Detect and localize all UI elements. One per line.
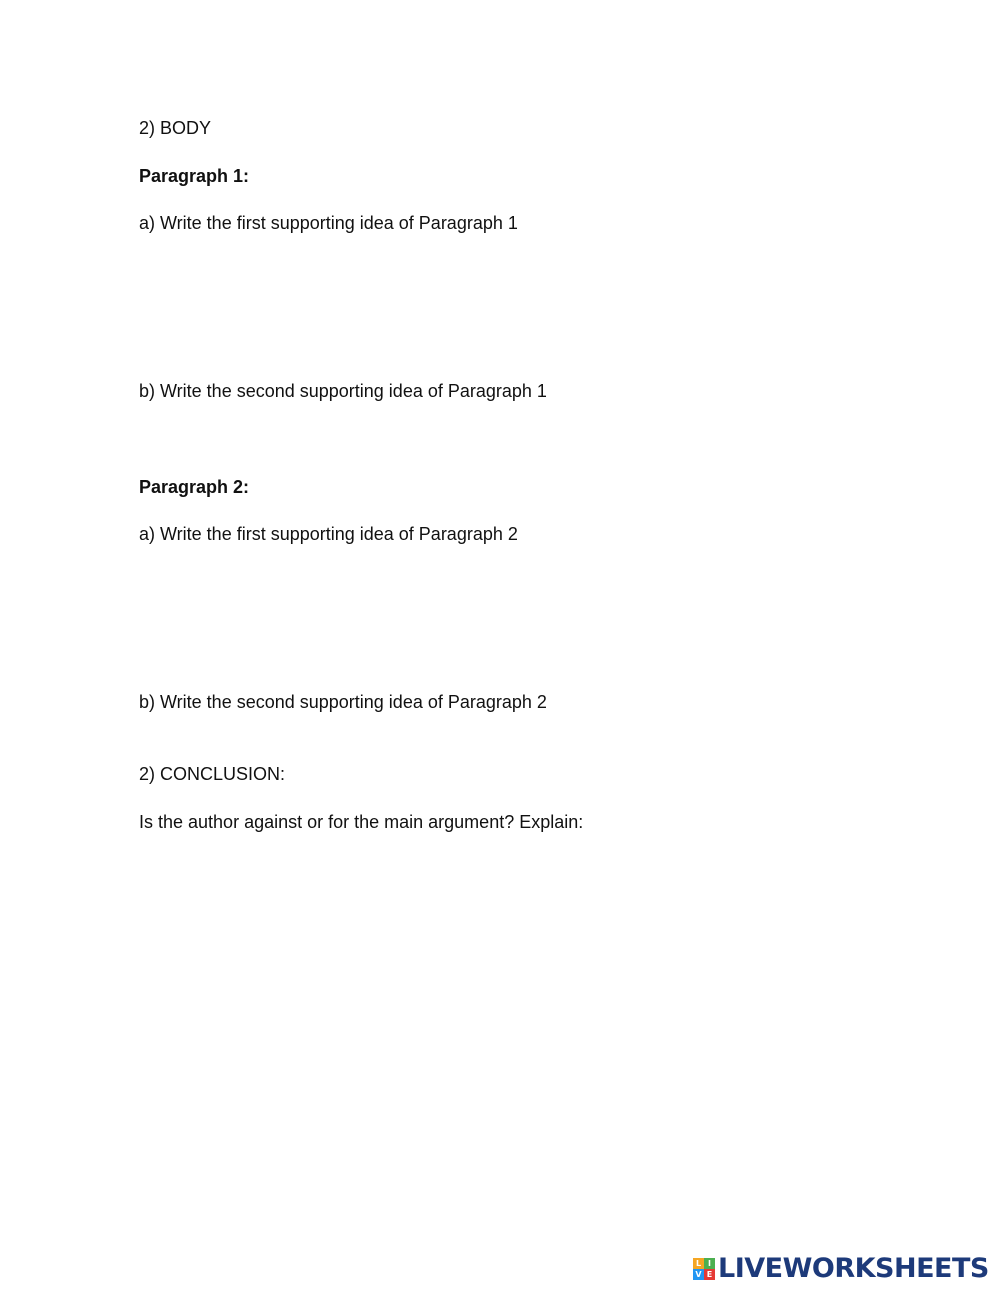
logo-mark-icon xyxy=(693,1258,715,1280)
body-section-heading: 2) BODY xyxy=(139,118,212,138)
logo-wordmark: LIVEWORKSHEETS xyxy=(718,1253,989,1284)
logo-mark-letter: V xyxy=(693,1269,704,1280)
paragraph-1-prompt-b: b) Write the second supporting idea of Paragraph 1 xyxy=(139,381,547,401)
paragraph-2-heading: Paragraph 2: xyxy=(139,477,250,497)
liveworksheets-logo xyxy=(693,1254,989,1284)
paragraph-1-prompt-a: a) Write the first supporting idea of Paragraph 1 xyxy=(139,213,518,233)
logo-mark-letter: I xyxy=(704,1258,715,1269)
paragraph-2-prompt-a: a) Write the first supporting idea of Paragraph 2 xyxy=(139,524,518,544)
conclusion-question: Is the author against or for the main argument? Explain: xyxy=(139,812,584,832)
logo-mark-letter: L xyxy=(693,1258,704,1269)
paragraph-1-heading: Paragraph 1: xyxy=(139,166,250,186)
logo-mark-letter: E xyxy=(704,1269,715,1280)
paragraph-2-prompt-b: b) Write the second supporting idea of Paragraph 2 xyxy=(139,692,547,712)
conclusion-section-heading: 2) CONCLUSION: xyxy=(139,764,286,784)
